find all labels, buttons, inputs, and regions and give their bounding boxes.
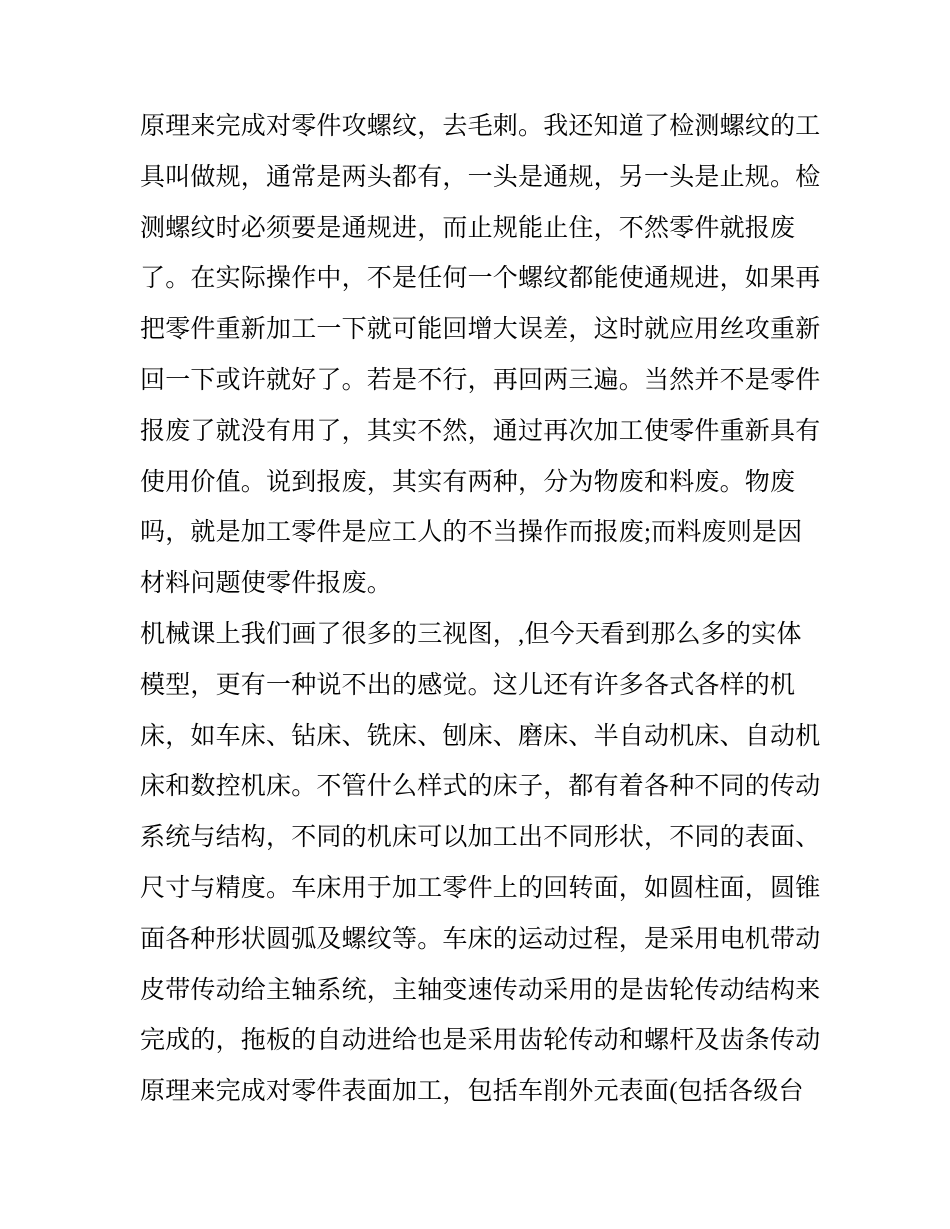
text-line: 面各种形状圆弧及螺纹等。车床的运动过程，是采用电机带动 [140,925,821,953]
text-line: 报废了就没有用了，其实不然，通过再次加工使零件重新具有 [140,417,821,445]
text-line: 原理来完成对零件攻螺纹，去毛刺。我还知道了检测螺纹的工 [140,113,821,140]
text-line: 了。在实际操作中，不是任何一个螺纹都能使通规进，如果再 [140,265,821,293]
text-line: 床和数控机床。不管什么样式的床子，都有着各种不同的传动 [140,773,821,801]
text-line: 把零件重新加工一下就可能回增大误差，这时就应用丝攻重新 [140,316,821,344]
text-line: 回一下或许就好了。若是不行，再回两三遍。当然并不是零件 [140,366,821,394]
text-line: 原理来完成对零件表面加工，包括车削外元表面(包括各级台 [140,1078,804,1106]
text-line: 皮带传动给主轴系统，主轴变速传动采用的是齿轮传动结构来 [140,976,821,1004]
text-line: 机械课上我们画了很多的三视图，,但今天看到那么多的实体 [140,620,802,648]
text-line: 系统与结构，不同的机床可以加工出不同形状，不同的表面、 [140,824,821,852]
text-line: 吗，就是加工零件是应工人的不当操作而报废;而料废则是因 [140,519,803,547]
text-line: 尺寸与精度。车床用于加工零件上的回转面，如圆柱面，圆锥 [140,874,821,902]
text-line: 材料问题使零件报废。 [140,570,393,598]
paragraph-2 [140,610,820,1118]
text-line: 测螺纹时必须要是通规进，而止规能止住，不然零件就报废 [140,214,796,242]
text-line: 具叫做规，通常是两头都有，一头是通规，另一头是止规。检 [140,163,821,191]
text-line: 使用价值。说到报废，其实有两种，分为物废和料废。物废 [140,468,796,496]
text-line: 完成的，拖板的自动进给也是采用齿轮传动和螺杆及齿条传动 [140,1027,821,1055]
text-line: 模型，更有一种说不出的感觉。这儿还有许多各式各样的机 [140,671,796,699]
text-line: 床，如车床、钻床、铣床、刨床、磨床、半自动机床、自动机 [140,722,821,750]
paragraph-1 [140,102,820,610]
